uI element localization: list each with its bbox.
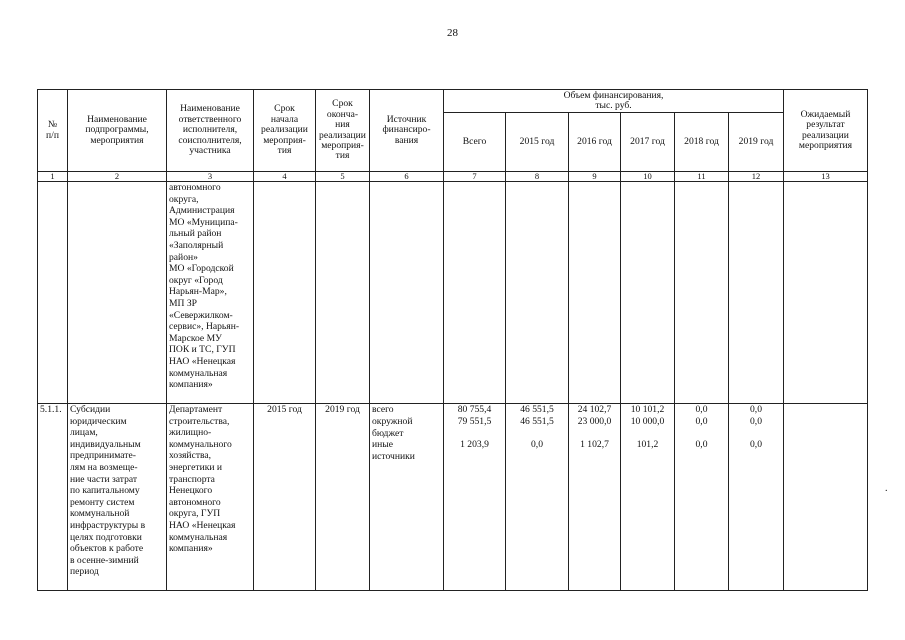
source-label: всего [372,404,394,415]
continuation-row [38,182,868,404]
column-number: 8 [506,172,569,182]
column-number: 4 [254,172,316,182]
page-number: 28 [447,27,458,39]
column-number: 3 [167,172,254,182]
row-name: Субсидии юридическим лицам, индивидуальным предпринимате- лям на возмеще- ние части затрат по капитальному ремонту систем коммунальной инфраструктуры в целях подготовки объектов к работе в осенне-зимний период [68,404,167,591]
header-2019: 2019 год [729,113,784,172]
header-funding: Объем финансирования, тыс. руб. [444,90,784,113]
source-label: окружной бюджет [372,416,413,439]
row-responsible: Департамент строительства, жилищно- коммунального хозяйства, энергетики и транспорта Ненецкого автономного округа, ГУП НАО «Ненецкая коммунальная компания» [167,404,254,591]
header-start: Срок начала реализации мероприя- тия [254,90,316,172]
column-number: 5 [316,172,370,182]
value-cell: 1 102,7 [580,439,609,450]
header-responsible: Наименование ответственного исполнителя, соисполнителя, участника [167,90,254,172]
row-2018 [675,404,729,591]
value-cell: 24 102,7 [577,404,612,415]
value-cell: 46 551,5 [520,416,554,427]
header-source: Источник финансиро- вания [370,90,444,172]
column-number: 6 [370,172,444,182]
header-num: № п/п [38,90,68,172]
column-number: 9 [569,172,621,182]
value-cell: 0,0 [695,416,708,427]
row-num: 5.1.1. [38,404,68,591]
header-total: Всего [444,113,506,172]
value-cell: 80 755,4 [457,404,492,415]
column-number: 2 [68,172,167,182]
column-number: 10 [621,172,675,182]
header-name: Наименование подпрограммы, мероприятия [68,90,167,172]
column-number: 13 [784,172,868,182]
column-number-row [38,172,868,182]
row-result [784,404,868,591]
header-row-1 [38,90,868,113]
column-number: 11 [675,172,729,182]
value-cell: 0,0 [695,404,708,415]
value-cell: 0,0 [750,439,762,450]
value-cell: 101,2 [636,439,659,450]
column-number: 1 [38,172,68,182]
row-2016 [569,404,621,591]
row-end: 2019 год [316,404,370,591]
header-2018: 2018 год [675,113,729,172]
stray-mark: . [885,483,888,494]
value-cell: 0,0 [695,439,708,450]
row-sources [370,404,444,591]
column-number: 12 [729,172,784,182]
program-table [37,89,868,591]
value-cell: 0,0 [750,404,762,415]
header-result: Ожидаемый результат реализации мероприятия [784,90,868,172]
header-2017: 2017 год [621,113,675,172]
header-end: Срок оконча- ния реализации мероприя- тия [316,90,370,172]
continuation-responsible: автономного округа, Администрация МО «Муниципа- льный район «Заполярный район» МО «Городской округ «Город Нарьян-Мар», МП ЗР «Севержилком- сервис», Нарьян- Марское МУ ПОК и ТС, ГУП НАО «Ненецкая коммунальная компания» [167,182,254,404]
header-2015: 2015 год [506,113,569,172]
measure-row [38,404,868,591]
row-start: 2015 год [254,404,316,591]
value-cell: 46 551,5 [520,404,554,415]
row-total [444,404,506,591]
column-number: 7 [444,172,506,182]
value-cell: 79 551,5 [457,416,492,427]
row-2017 [621,404,675,591]
value-cell: 1 203,9 [460,439,489,450]
value-cell: 0,0 [531,439,543,450]
header-2016: 2016 год [569,113,621,172]
source-label: иные источники [372,439,415,462]
value-cell: 10 101,2 [630,404,665,415]
row-2019 [729,404,784,591]
row-2015 [506,404,569,591]
value-cell: 0,0 [750,416,762,427]
value-cell: 23 000,0 [577,416,612,427]
value-cell: 10 000,0 [630,416,665,427]
